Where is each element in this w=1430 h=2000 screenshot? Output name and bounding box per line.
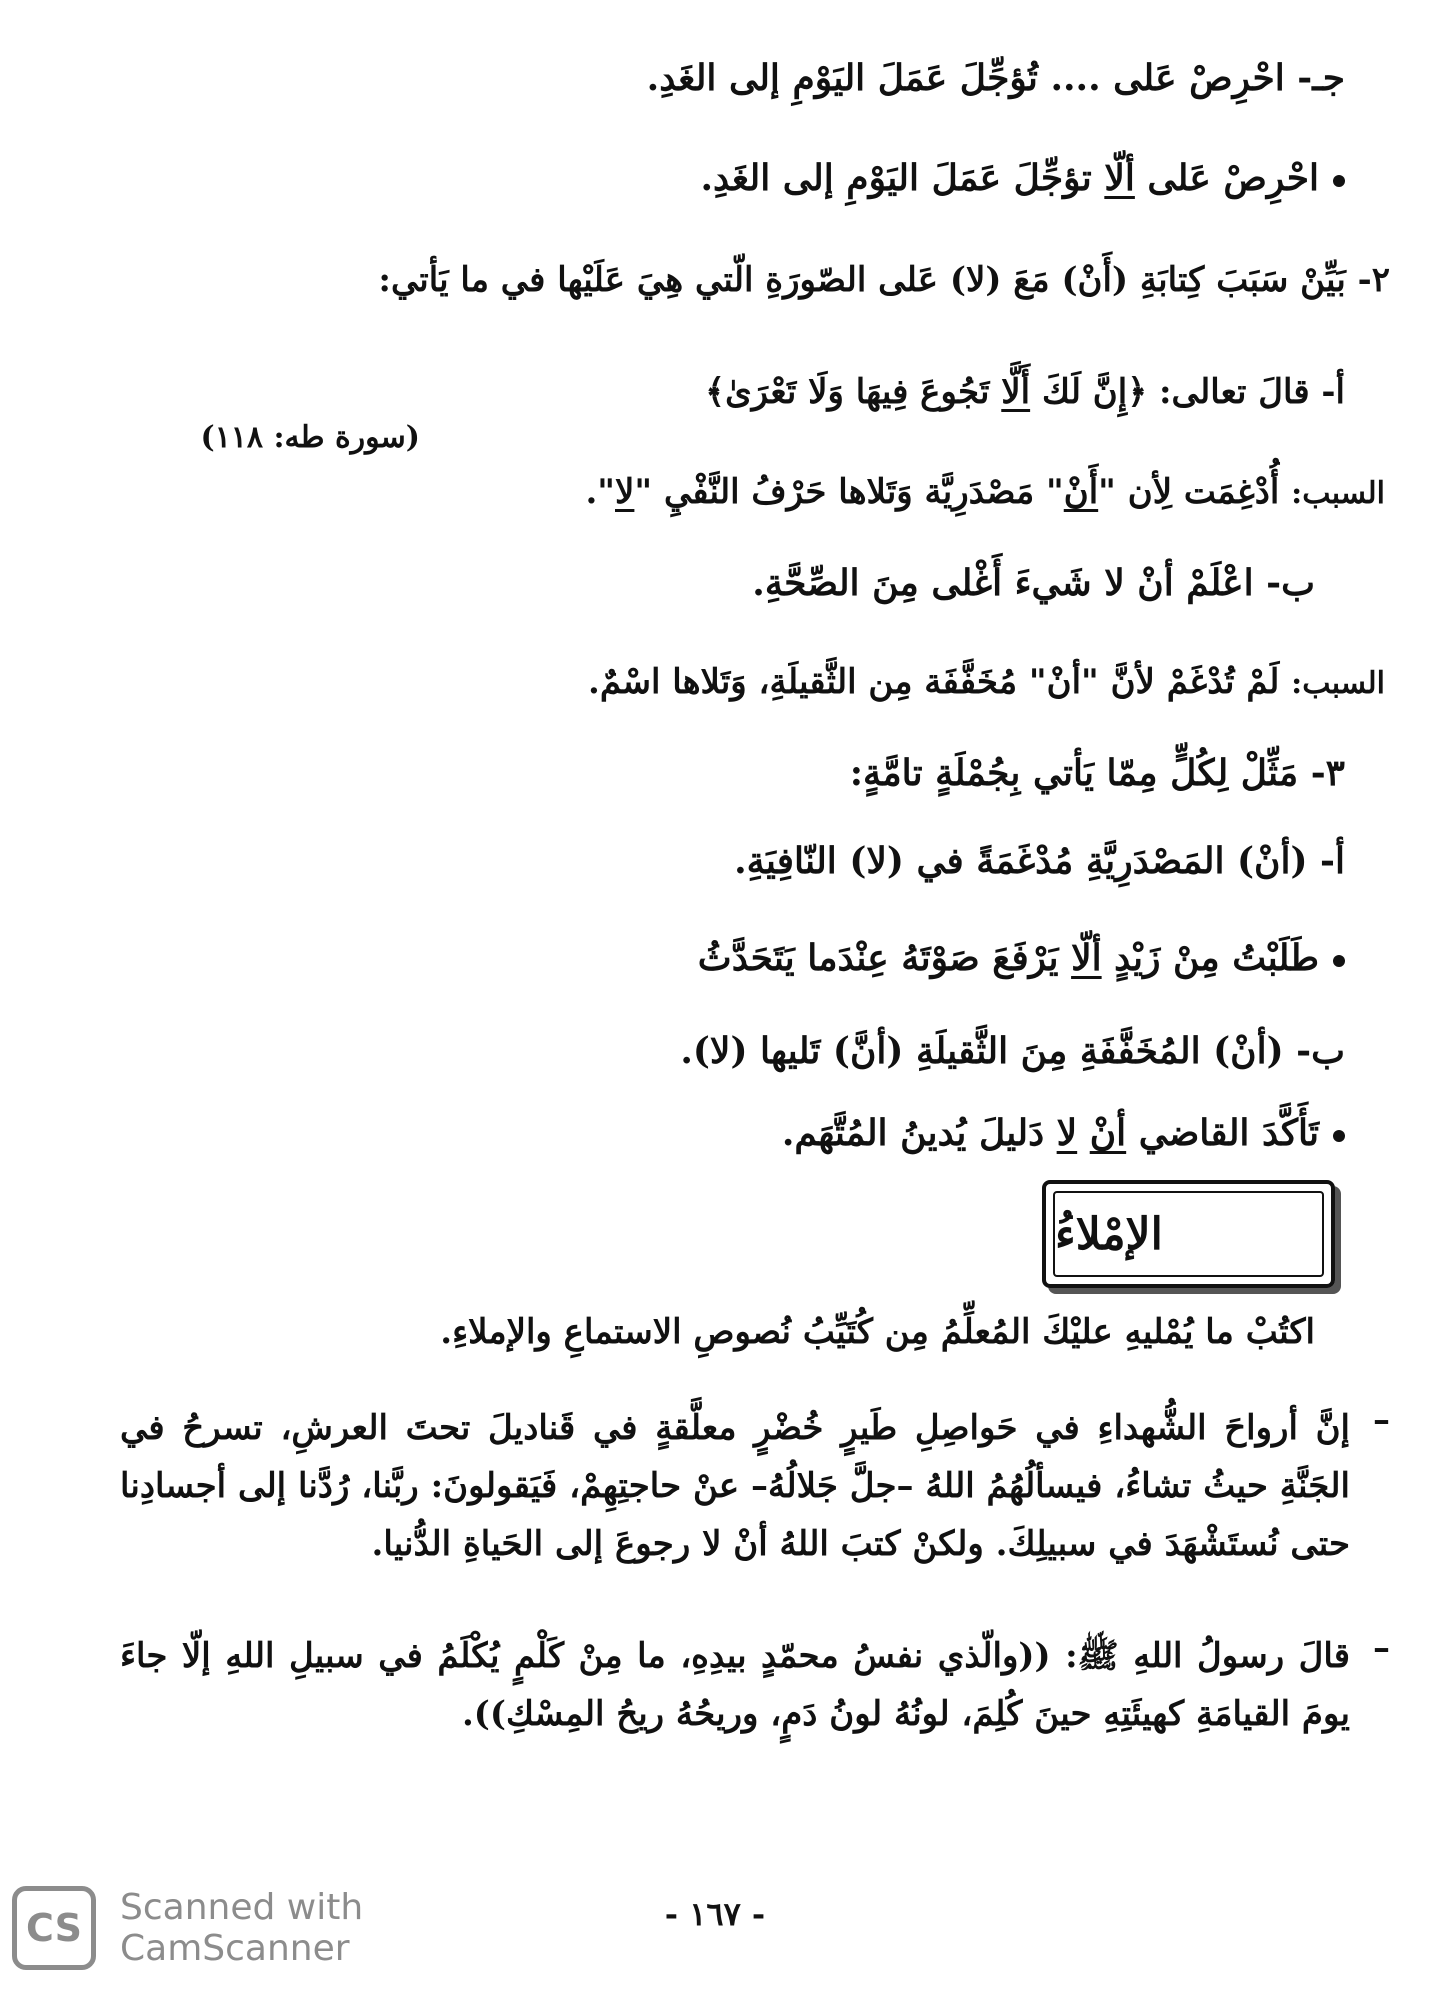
reason-b-text: لَمْ تُدْغَمْ لأنَّ "أنْ" مُخَفَّفَة مِن الثَّقيلَةِ، وَتَلاها اسْمٌ.	[588, 662, 1292, 702]
bullet-icon	[1333, 175, 1345, 187]
question-2	[40, 255, 1390, 306]
example-a-part1: أ- قالَ تعالى: ﴿إِنَّ لَكَ	[1030, 372, 1345, 412]
item-a-example-part2: يَرْفَعَ صَوْتَهُ عِنْدَما يَتَحَدَّثُ	[697, 937, 1072, 979]
underlined-word: أَنْ	[1063, 472, 1099, 512]
example-b-text: ب- اعْلَمْ أنْ لا شَيءَ أَغْلى مِنَ الصِّحَّةِ.	[752, 562, 1315, 604]
exercise-line-c	[40, 55, 1345, 102]
bullet-icon	[1333, 955, 1345, 967]
answer-c-part1: احْرِصْ عَلى	[1134, 157, 1319, 199]
item-a-example	[40, 935, 1345, 982]
answer-line-c	[40, 155, 1345, 202]
question-3-text: ٣- مَثِّلْ لِكُلٍّ مِمّا يَأتي بِجُمْلَةٍ تامَّةٍ:	[849, 752, 1345, 794]
item-b-example	[40, 1110, 1345, 1157]
page-number: - ١٦٧ -	[664, 1895, 766, 1933]
section-title-box	[1042, 1180, 1335, 1288]
underlined-word: لا	[1056, 1112, 1078, 1154]
camscanner-watermark	[12, 1886, 363, 1970]
bullet-icon	[1333, 1130, 1345, 1142]
example-a-line	[40, 370, 1345, 414]
reason-label: السبب:	[1291, 666, 1385, 701]
underlined-word: ألّا	[1104, 157, 1135, 199]
dictation-paragraph-1	[120, 1400, 1350, 1573]
instruction-text: اكتُبْ ما يُمْليهِ عليْكَ المُعلِّمُ مِن كُتَيِّبُ نُصوصِ الاستماعِ والإملاءِ.	[440, 1312, 1315, 1352]
watermark-line-1: Scanned with	[120, 1886, 364, 1928]
item-b-text: ب- (أنْ) المُخَفَّفَةِ مِنَ الثَّقيلَةِ (أنَّ) تَليها (لا).	[680, 1030, 1345, 1072]
reason-a-part2: " مَصْدَرِيَّة وَتَلاها حَرْفُ النَّفْيِ "	[634, 472, 1064, 512]
question-3	[40, 750, 1345, 797]
paragraph-text: قالَ رسولُ اللهِ ﷺ: ((والّذي نفسُ محمّدٍ بيدِهِ، ما مِنْ كَلْمٍ يُكْلَمُ في سبيلِ اللهِ إلّا جاءَ يومَ القيامَةِ كهيئَتِهِ حينَ كُلِمَ، لونُهُ لونُ دَمٍ، وريحُهُ ريحُ المِسْكِ)).	[120, 1636, 1350, 1734]
underlined-word: ألّا	[1071, 937, 1102, 979]
answer-c-part2: تؤجِّلَ عَمَلَ اليَوْمِ إلى الغَدِ.	[700, 157, 1105, 199]
item-b-example-part2: دَليلَ يُدينُ المُتَّهَم.	[781, 1112, 1057, 1154]
list-dash: –	[1373, 1628, 1390, 1668]
space	[1077, 1112, 1090, 1154]
camscanner-logo-icon: CS	[12, 1886, 96, 1970]
question-2-text: ٢- بَيِّنْ سَبَبَ كِتابَةِ (أَنْ) مَعَ (لا) عَلى الصّورَةِ الّتي هِيَ عَلَيْها في ما يَأتي:	[378, 260, 1390, 300]
example-b-line	[40, 560, 1315, 607]
item-b-example-part1: تَأَكَّدَ القاضي	[1126, 1112, 1319, 1154]
underlined-word: أَلَّا	[1001, 372, 1031, 412]
dictation-instruction	[40, 1310, 1315, 1354]
underlined-word: أنْ	[1089, 1112, 1127, 1154]
example-a-part2: تَجُوعَ فِيهَا وَلَا تَعْرَىٰ﴾	[705, 372, 1002, 412]
reference-text: (سورة طه: ١١٨)	[200, 420, 420, 455]
section-title: الإمْلاءُ	[1055, 1208, 1163, 1260]
list-dash: –	[1373, 1400, 1390, 1440]
exercise-c-text: جـ- احْرِصْ عَلى .... تُؤجِّلَ عَمَلَ اليَوْمِ إلى الغَدِ.	[646, 57, 1345, 99]
watermark-line-2: CamScanner	[120, 1928, 350, 1969]
item-a-text: أ- (أنْ) المَصْدَرِيَّةِ مُدْغَمَةً في (لا) النّافِيَةِ.	[734, 840, 1345, 882]
item-b-line	[40, 1028, 1345, 1075]
reason-a-part1: أُدْغِمَت لِأن "	[1098, 472, 1292, 512]
item-a-example-part1: طَلَبْتُ مِنْ زَيْدٍ	[1101, 937, 1319, 979]
reason-a-line	[40, 470, 1385, 514]
dictation-paragraph-2	[120, 1628, 1350, 1744]
quran-reference	[40, 418, 420, 457]
reason-b-line	[40, 660, 1385, 704]
watermark-text	[120, 1887, 363, 1970]
underlined-word: لا	[615, 472, 635, 512]
paragraph-text: إنَّ أرواحَ الشُّهداءِ في حَواصِلِ طَيرٍ خُضْرٍ معلَّقةٍ في قَناديلَ تحتَ العرشِ، تسرحُ في الجَنَّةِ حيثُ تشاءُ، فيسألُهُمُ اللهُ –جلَّ جَلالُهُ– عنْ حاجتِهِمْ، فَيَقولونَ: ربَّنا، رُدَّنا إلى أجسادِنا حتى نُستَشْهَدَ في سبيلِكَ. ولكنْ كتبَ اللهُ أنْ لا رجوعَ إلى الحَياةِ الدُّنيا.	[120, 1408, 1350, 1564]
item-a-line	[40, 838, 1345, 885]
reason-label: السبب:	[1291, 476, 1385, 511]
reason-a-part3: ".	[585, 472, 615, 512]
section-title-frame	[1053, 1191, 1324, 1277]
